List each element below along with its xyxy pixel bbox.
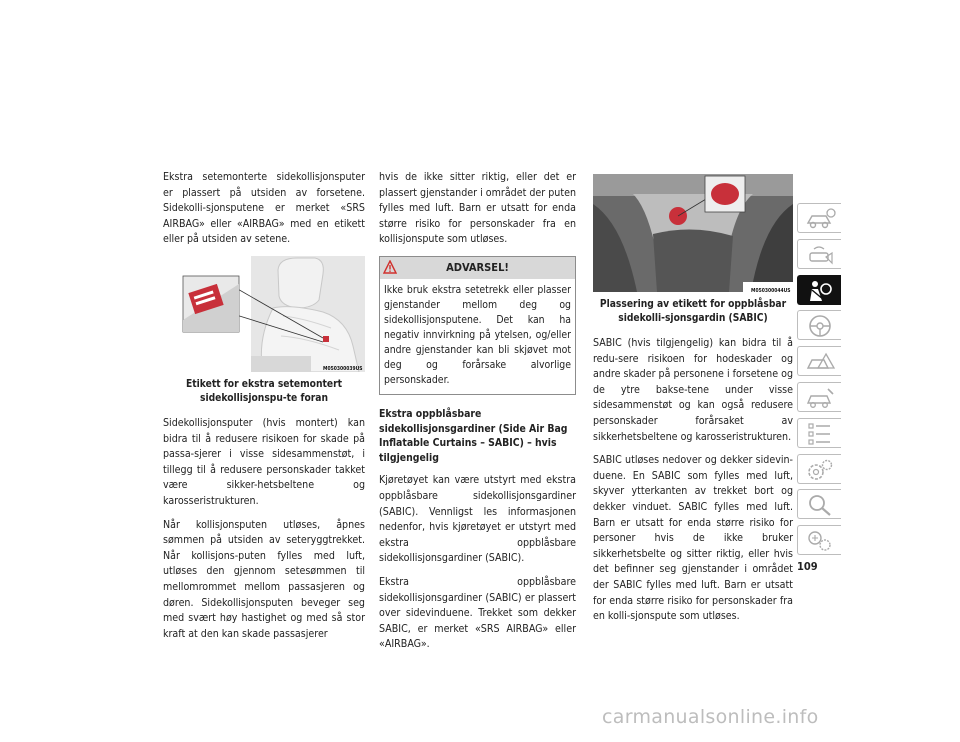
- seat-airbag-figure: [163, 256, 365, 372]
- warning-triangle-icon: [383, 260, 397, 274]
- figure-caption: Plassering av etikett for oppblåsbar sidekolli-sjonsgardin (SABIC): [599, 299, 787, 324]
- tab-search[interactable]: [797, 489, 841, 519]
- tab-car-warning[interactable]: [797, 346, 841, 376]
- tab-language-settings[interactable]: [797, 525, 841, 555]
- column-2: [379, 170, 576, 661]
- checklist-icon: [804, 422, 836, 446]
- body-paragraph: SABIC (hvis tilgjengelig) kan bidra til å redu-sere risikoen for hodeskader og andre skader på personene i forsetene og de ytre bakse-tene under visse sidesammenstøt og kan også redusere personskader forårsaket av sikkerhetsbeltene og karosseristrukturen.: [593, 337, 793, 443]
- language-settings-icon: [804, 529, 836, 553]
- body-paragraph: Kjøretøyet kan være utstyrt med ekstra oppblåsbare sidekollisjonsgardiner (SABIC). Vennligst les informasjonen nedenfor, hvis kjøretøyet er utstyrt med ekstra oppblåsbare sidekollisjonsgardiner (SABIC).: [379, 474, 576, 565]
- figure-code: M050300044US: [751, 288, 791, 292]
- car-signal-icon: [804, 243, 836, 267]
- body-paragraph: Sidekollisjonsputer (hvis montert) kan bidra til å redusere risikoen for skade på passa-sjerer i visse sidesammenstøt, i tillegg til å redusere personskader takket være sikker-hetsbeltene og karosseristrukturen.: [163, 416, 365, 507]
- chapter-tabs: [797, 203, 841, 561]
- tab-car-tools[interactable]: [797, 382, 841, 412]
- curtain-airbag-illustration: [593, 174, 793, 292]
- intro-paragraph: Ekstra setemonterte sidekollisjonsputer er plassert på utsiden av forsetene. Sidekolli-sjonsputene er merket «SRS AIRBAG» eller «AIRBAG» med en etikett eller på utsiden av setene.: [163, 171, 365, 246]
- gears-icon: [804, 458, 836, 482]
- body-paragraph: Ekstra oppblåsbare sidekollisjonsgardiner (SABIC) er plassert over sidevinduene. Trekket som dekker SABIC, er merket «SRS AIRBAG» eller «AIRBAG».: [379, 575, 576, 651]
- figure-caption: Etikett for ekstra setemontert sidekollisjonspu-te foran: [186, 378, 342, 404]
- tab-steering[interactable]: [797, 310, 841, 340]
- section-heading: Ekstra oppblåsbare sidekollisjonsgardiner (Side Air Bag Inflatable Curtains – SABIC) – hvis tilgjengelig: [379, 407, 568, 464]
- tab-checklist[interactable]: [797, 418, 841, 448]
- tab-car-info[interactable]: [797, 203, 841, 233]
- body-paragraph: SABIC utløses nedover og dekker sidevin-duene. En SABIC som fylles med luft, skyver ytterkanten av trekket bort og dekker vinduet. SABIC fylles med luft. Barn er utsatt for enda større risiko for personer hvis de ikke bruker sikkerhetsbelte og sitter riktig, eller hvis det befinner seg gjenstander i området der SABIC fylles med luft. Barn er utsatt for enda større risiko for personskader fra en kolli-sjonspute som utløses.: [593, 454, 793, 623]
- warning-box: [379, 256, 576, 395]
- watermark[interactable]: carmanualsonline.info: [602, 706, 819, 728]
- column-3: [593, 170, 793, 633]
- body-paragraph: Når kollisjonsputen utløses, åpnes sømmen på utsiden av seteryggtrekket. Når kollisjons-puten fylles med luft, utløses den gjennom setesømmen til mellomrommet mellom passasjeren og døren. Sidekollisjonsputen beveger seg med svært høy hastighet og med så stor kraft at den kan skade passasjerer: [163, 518, 365, 640]
- airbag-safety-icon: [804, 279, 836, 303]
- curtain-airbag-figure: [593, 174, 793, 292]
- tab-airbag-safety[interactable]: [797, 275, 841, 305]
- page-number: 109: [797, 560, 818, 573]
- warning-header: [380, 257, 575, 279]
- warning-title: ADVARSEL!: [446, 260, 509, 274]
- car-warning-icon: [804, 350, 836, 374]
- search-icon: [804, 493, 836, 517]
- seat-airbag-illustration: [163, 256, 365, 372]
- tab-car-signal[interactable]: [797, 239, 841, 269]
- steering-wheel-icon: [804, 314, 836, 338]
- column-1: [163, 170, 365, 650]
- car-info-icon: [804, 207, 836, 231]
- body-paragraph: hvis de ikke sitter riktig, eller det er plassert gjenstander i området der puten fylles med luft. Barn er utsatt for enda større risiko for personskader fra en kollisjonspute som utløses.: [379, 171, 576, 246]
- car-tools-icon: [804, 386, 836, 410]
- figure-code: M050300039US: [323, 365, 363, 372]
- tab-gears[interactable]: [797, 454, 841, 484]
- warning-text: Ikke bruk ekstra setetrekk eller plasser gjenstander mellom deg og sidekollisjonsputene. Det kan ha negativ innvirkning på ytelsen, og/eller andre gjenstander kan bli skjøvet mot deg og forårsake alvorlige personskader.: [384, 283, 571, 386]
